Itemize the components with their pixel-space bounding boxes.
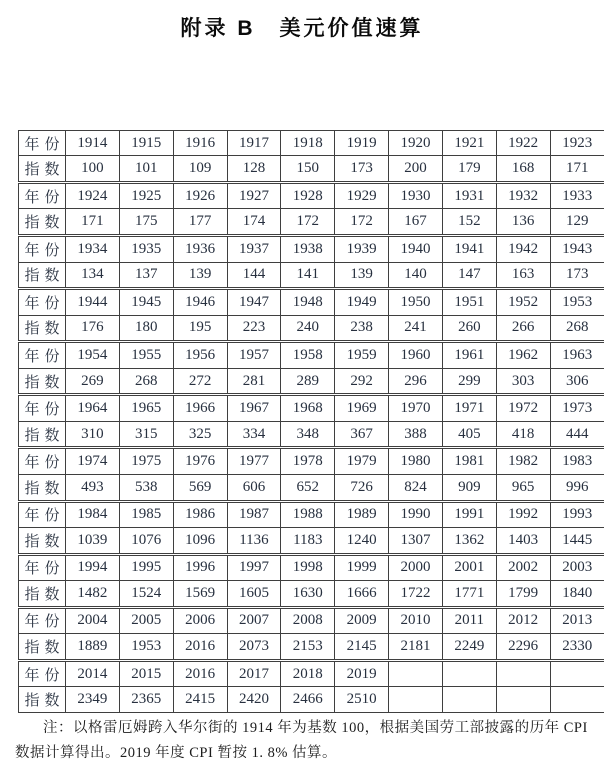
index-cell: 168 [496,156,550,183]
index-cell: 296 [389,368,443,395]
index-cell: 268 [550,315,604,342]
year-cell: 1948 [281,289,335,316]
year-cell: 1977 [227,448,281,475]
row-label-index: 指数 [19,262,66,289]
index-cell: 1840 [550,581,604,608]
index-cell: 171 [550,156,604,183]
year-cell: 1946 [173,289,227,316]
index-cell: 177 [173,209,227,236]
index-cell: 1076 [119,528,173,555]
index-cell: 1183 [281,528,335,555]
row-label-year: 年份 [19,289,66,316]
year-cell: 1918 [281,131,335,156]
index-cell: 367 [335,421,389,448]
index-cell: 129 [550,209,604,236]
year-cell: 2009 [335,607,389,634]
index-cell: 260 [442,315,496,342]
index-cell: 965 [496,474,550,501]
cpi-index-table [18,130,604,713]
index-cell: 1445 [550,528,604,555]
row-label-index: 指数 [19,581,66,608]
index-cell: 2330 [550,634,604,661]
year-cell: 1967 [227,395,281,422]
year-cell: 1937 [227,236,281,263]
index-cell: 152 [442,209,496,236]
index-cell: 269 [66,368,120,395]
year-cell: 1991 [442,501,496,528]
row-label-year: 年份 [19,395,66,422]
index-cell: 174 [227,209,281,236]
year-cell: 1962 [496,342,550,369]
year-cell: 1915 [119,131,173,156]
index-cell: 444 [550,421,604,448]
year-cell: 2016 [173,660,227,687]
year-cell: 1999 [335,554,389,581]
year-cell: 1981 [442,448,496,475]
index-row [19,209,604,236]
index-cell [389,687,443,713]
index-cell: 179 [442,156,496,183]
row-label-index: 指数 [19,634,66,661]
index-cell: 266 [496,315,550,342]
index-cell: 2349 [66,687,120,713]
index-cell: 909 [442,474,496,501]
index-cell: 2466 [281,687,335,713]
year-cell: 1932 [496,182,550,209]
year-cell: 2018 [281,660,335,687]
year-cell: 1929 [335,182,389,209]
index-cell: 2016 [173,634,227,661]
index-cell: 139 [173,262,227,289]
index-cell: 418 [496,421,550,448]
year-cell: 1998 [281,554,335,581]
index-cell: 141 [281,262,335,289]
year-cell: 2010 [389,607,443,634]
index-cell: 139 [335,262,389,289]
index-cell: 223 [227,315,281,342]
row-label-index: 指数 [19,209,66,236]
year-cell: 1982 [496,448,550,475]
year-row [19,236,604,263]
year-cell: 1966 [173,395,227,422]
index-cell: 606 [227,474,281,501]
year-cell: 1965 [119,395,173,422]
index-cell: 241 [389,315,443,342]
year-row [19,554,604,581]
year-cell: 1988 [281,501,335,528]
index-cell: 310 [66,421,120,448]
year-cell: 1973 [550,395,604,422]
index-cell: 289 [281,368,335,395]
row-label-year: 年份 [19,182,66,209]
index-cell [442,687,496,713]
year-cell: 2017 [227,660,281,687]
year-cell: 2000 [389,554,443,581]
index-cell: 2510 [335,687,389,713]
year-cell: 2015 [119,660,173,687]
year-cell: 1919 [335,131,389,156]
index-cell: 569 [173,474,227,501]
index-cell: 1722 [389,581,443,608]
year-cell: 1924 [66,182,120,209]
index-cell: 180 [119,315,173,342]
year-row [19,342,604,369]
year-row [19,660,604,687]
row-label-index: 指数 [19,368,66,395]
year-cell: 1940 [389,236,443,263]
index-cell: 134 [66,262,120,289]
index-cell: 1799 [496,581,550,608]
index-cell: 334 [227,421,281,448]
index-cell: 240 [281,315,335,342]
row-label-index: 指数 [19,528,66,555]
year-cell: 1969 [335,395,389,422]
year-cell: 2008 [281,607,335,634]
index-cell: 137 [119,262,173,289]
year-cell: 1956 [173,342,227,369]
index-cell: 1482 [66,581,120,608]
year-cell: 1983 [550,448,604,475]
year-cell: 1986 [173,501,227,528]
year-cell: 1942 [496,236,550,263]
index-cell: 303 [496,368,550,395]
year-cell: 1979 [335,448,389,475]
index-cell: 163 [496,262,550,289]
index-cell: 1666 [335,581,389,608]
row-label-index: 指数 [19,156,66,183]
year-cell: 1923 [550,131,604,156]
year-cell: 1925 [119,182,173,209]
index-cell: 1630 [281,581,335,608]
row-label-year: 年份 [19,236,66,263]
index-cell: 147 [442,262,496,289]
year-cell: 1927 [227,182,281,209]
year-cell: 1975 [119,448,173,475]
year-cell: 1930 [389,182,443,209]
row-label-index: 指数 [19,315,66,342]
year-cell: 1959 [335,342,389,369]
index-cell: 1569 [173,581,227,608]
year-cell [442,660,496,687]
index-row [19,315,604,342]
year-cell: 1968 [281,395,335,422]
index-cell: 315 [119,421,173,448]
year-cell: 1996 [173,554,227,581]
year-cell: 2019 [335,660,389,687]
footnote-line-2: 数据计算得出。2019 年度 CPI 暂按 1. 8% 估算。 [15,745,338,761]
index-cell: 173 [335,156,389,183]
index-cell: 1953 [119,634,173,661]
year-cell: 1994 [66,554,120,581]
year-cell: 1955 [119,342,173,369]
index-cell: 272 [173,368,227,395]
year-cell [389,660,443,687]
year-cell: 1990 [389,501,443,528]
year-cell: 1997 [227,554,281,581]
index-cell: 1240 [335,528,389,555]
year-cell: 2001 [442,554,496,581]
year-cell: 2014 [66,660,120,687]
index-row [19,421,604,448]
year-cell: 1995 [119,554,173,581]
index-cell: 2415 [173,687,227,713]
year-row [19,501,604,528]
index-row [19,368,604,395]
footnote [15,716,597,766]
year-cell: 2002 [496,554,550,581]
index-cell: 1136 [227,528,281,555]
year-cell: 1992 [496,501,550,528]
year-cell: 1941 [442,236,496,263]
year-cell: 1938 [281,236,335,263]
year-cell: 1980 [389,448,443,475]
year-cell: 1953 [550,289,604,316]
year-cell: 2007 [227,607,281,634]
year-cell: 1952 [496,289,550,316]
year-cell: 1933 [550,182,604,209]
row-label-year: 年份 [19,501,66,528]
index-cell: 292 [335,368,389,395]
index-cell: 1889 [66,634,120,661]
year-cell: 1949 [335,289,389,316]
index-cell: 2249 [442,634,496,661]
index-cell [496,687,550,713]
index-cell: 538 [119,474,173,501]
index-cell: 172 [335,209,389,236]
year-cell: 1934 [66,236,120,263]
index-row [19,474,604,501]
year-cell: 2012 [496,607,550,634]
year-cell: 2003 [550,554,604,581]
year-cell: 1922 [496,131,550,156]
index-cell: 1362 [442,528,496,555]
index-cell: 2181 [389,634,443,661]
year-cell: 1989 [335,501,389,528]
index-cell: 175 [119,209,173,236]
year-cell: 1971 [442,395,496,422]
year-cell: 1978 [281,448,335,475]
index-cell: 2365 [119,687,173,713]
row-label-year: 年份 [19,554,66,581]
index-row [19,528,604,555]
row-label-index: 指数 [19,421,66,448]
year-cell: 1943 [550,236,604,263]
year-cell: 1921 [442,131,496,156]
index-cell: 1096 [173,528,227,555]
year-cell: 1920 [389,131,443,156]
index-cell: 101 [119,156,173,183]
year-row [19,131,604,156]
year-cell: 1960 [389,342,443,369]
index-cell: 109 [173,156,227,183]
index-cell: 281 [227,368,281,395]
year-cell: 1936 [173,236,227,263]
index-cell: 100 [66,156,120,183]
index-cell: 824 [389,474,443,501]
index-cell: 726 [335,474,389,501]
year-cell: 1957 [227,342,281,369]
year-cell: 1928 [281,182,335,209]
year-cell: 1963 [550,342,604,369]
year-cell: 1917 [227,131,281,156]
index-cell: 167 [389,209,443,236]
index-cell: 150 [281,156,335,183]
year-cell: 2004 [66,607,120,634]
index-row [19,156,604,183]
year-cell: 2005 [119,607,173,634]
index-cell: 1307 [389,528,443,555]
index-cell: 128 [227,156,281,183]
year-cell: 1993 [550,501,604,528]
index-cell: 2153 [281,634,335,661]
row-label-index: 指数 [19,687,66,713]
index-row [19,262,604,289]
index-row [19,634,604,661]
index-cell: 136 [496,209,550,236]
year-cell: 2013 [550,607,604,634]
year-cell: 1974 [66,448,120,475]
index-cell: 268 [119,368,173,395]
index-row [19,581,604,608]
index-cell: 172 [281,209,335,236]
index-cell: 200 [389,156,443,183]
index-cell: 405 [442,421,496,448]
index-cell: 2145 [335,634,389,661]
row-label-year: 年份 [19,131,66,156]
year-row [19,448,604,475]
year-cell: 1964 [66,395,120,422]
index-cell: 173 [550,262,604,289]
year-cell: 1972 [496,395,550,422]
year-cell: 1914 [66,131,120,156]
row-label-year: 年份 [19,448,66,475]
year-row [19,395,604,422]
year-cell: 1935 [119,236,173,263]
index-cell: 1524 [119,581,173,608]
year-row [19,182,604,209]
row-label-year: 年份 [19,660,66,687]
index-cell: 652 [281,474,335,501]
index-cell: 1403 [496,528,550,555]
year-cell: 1954 [66,342,120,369]
index-cell: 1039 [66,528,120,555]
index-cell: 238 [335,315,389,342]
year-cell: 1947 [227,289,281,316]
index-cell: 2296 [496,634,550,661]
year-cell: 1926 [173,182,227,209]
year-cell [496,660,550,687]
footnote-line-1: 注：以格雷厄姆跨入华尔街的 1914 年为基数 100，根据美国劳工部披露的历年 CPI [43,720,588,736]
year-cell: 1950 [389,289,443,316]
index-cell: 388 [389,421,443,448]
index-cell: 2420 [227,687,281,713]
index-cell: 2073 [227,634,281,661]
year-cell: 1939 [335,236,389,263]
year-cell: 1951 [442,289,496,316]
index-cell: 195 [173,315,227,342]
index-cell: 325 [173,421,227,448]
index-cell: 299 [442,368,496,395]
index-cell: 140 [389,262,443,289]
year-cell: 1945 [119,289,173,316]
row-label-index: 指数 [19,474,66,501]
year-row [19,289,604,316]
year-cell: 1984 [66,501,120,528]
year-cell: 1931 [442,182,496,209]
year-cell: 1976 [173,448,227,475]
year-cell: 1987 [227,501,281,528]
index-cell: 1605 [227,581,281,608]
row-label-year: 年份 [19,342,66,369]
row-label-year: 年份 [19,607,66,634]
year-cell: 1961 [442,342,496,369]
index-cell [550,687,604,713]
year-cell: 1958 [281,342,335,369]
year-cell [550,660,604,687]
index-cell: 176 [66,315,120,342]
index-cell: 144 [227,262,281,289]
index-cell: 171 [66,209,120,236]
page-title: 附录 B 美元价值速算 [180,17,424,40]
index-cell: 493 [66,474,120,501]
year-cell: 1970 [389,395,443,422]
year-cell: 2011 [442,607,496,634]
index-cell: 1771 [442,581,496,608]
index-cell: 306 [550,368,604,395]
year-cell: 1944 [66,289,120,316]
index-row [19,687,604,713]
year-cell: 2006 [173,607,227,634]
year-cell: 1916 [173,131,227,156]
year-cell: 1985 [119,501,173,528]
year-row [19,607,604,634]
index-cell: 348 [281,421,335,448]
index-cell: 996 [550,474,604,501]
